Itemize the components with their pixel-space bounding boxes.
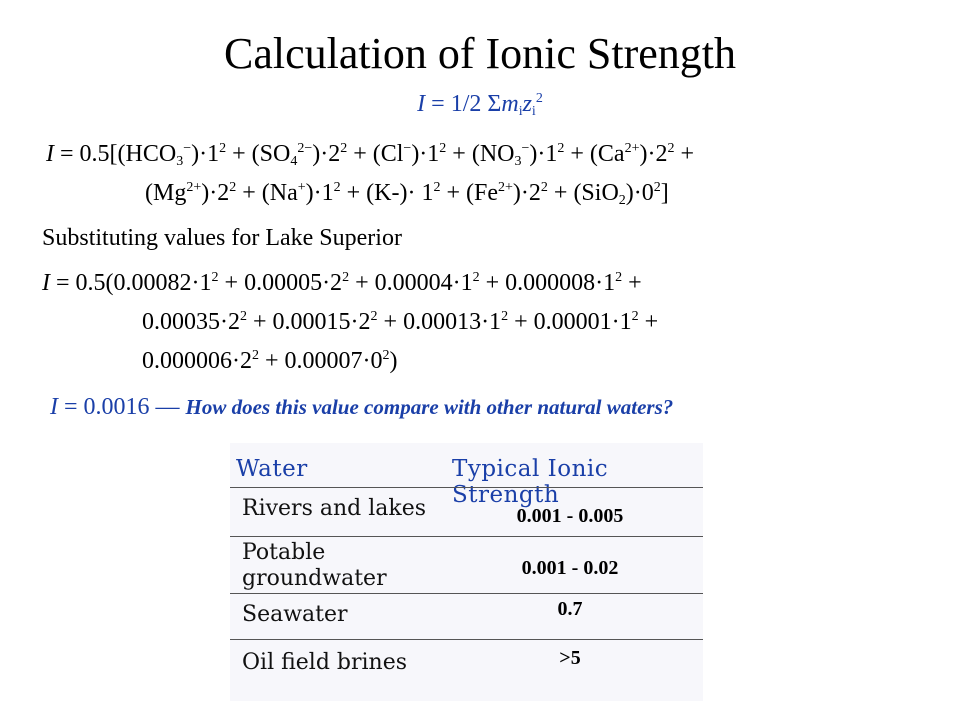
row-strength-brines: >5 (559, 647, 581, 669)
lake-line-3: $0.000006\cdot 2^2 + 0.00007\cdot 0^2$) (142, 348, 398, 374)
table-header-water: Water (236, 456, 308, 482)
row-water-rivers: Rivers and lakes (242, 496, 427, 521)
table-header-strength: Typical Ionic Strength (452, 456, 609, 508)
table-divider (230, 487, 703, 488)
lake-line-2: $0.00035\cdot 2^2 + 0.00015\cdot 2^2 + 0.00013\cdot 1^2 + 0.00001\cdot 1^2$ + (142, 309, 659, 335)
ionic-strength-table (230, 443, 703, 701)
table-divider (230, 639, 703, 640)
expansion-line-1: $I = 0.5[(HCO_3^-)\cdot 1^2 + (SO_4^{2-})\cdot 2^2 + (Cl^-)\cdot 1^2 + (NO_3^-)\cdot 1^2 + (Ca^{2+})\cdot 2^2$ + (46, 141, 695, 169)
row-strength-groundwater: 0.001 - 0.02 (521, 557, 619, 579)
row-strength-seawater: 0.7 (557, 598, 583, 620)
table-divider (230, 536, 703, 537)
lake-line-1: $I = 0.5(0.00082\cdot 1^2 + 0.00005\cdot 2^2 + 0.00004\cdot 1^2 + 0.000008\cdot 1^2$ + (42, 270, 642, 296)
substituting-text: Substituting values for Lake Superior (42, 225, 402, 251)
ionic-strength-formula: I = 1/2 $\Sigma m_iz_i^2$ (417, 91, 543, 119)
row-water-seawater: Seawater (242, 602, 348, 627)
comparison-question: How does this value compare with other natural waters? (185, 395, 674, 419)
row-water-brines: Oil field brines (242, 650, 408, 675)
result-line: I = 0.0016 — How does this value compare with other natural waters? (50, 394, 674, 420)
expansion-line-2: $(Mg^{2+})\cdot 2^2 + (Na^+)\cdot 1^2 + (K-)\cdot 1^2 + (Fe^{2+})\cdot 2^2 + (SiO_2)\cdot 0^2$] (145, 180, 669, 208)
table-divider (230, 593, 703, 594)
row-water-groundwater: Potable groundwater (242, 540, 387, 591)
slide-title: Calculation of Ionic Strength (224, 29, 736, 78)
row-strength-rivers: 0.001 - 0.005 (516, 505, 624, 527)
